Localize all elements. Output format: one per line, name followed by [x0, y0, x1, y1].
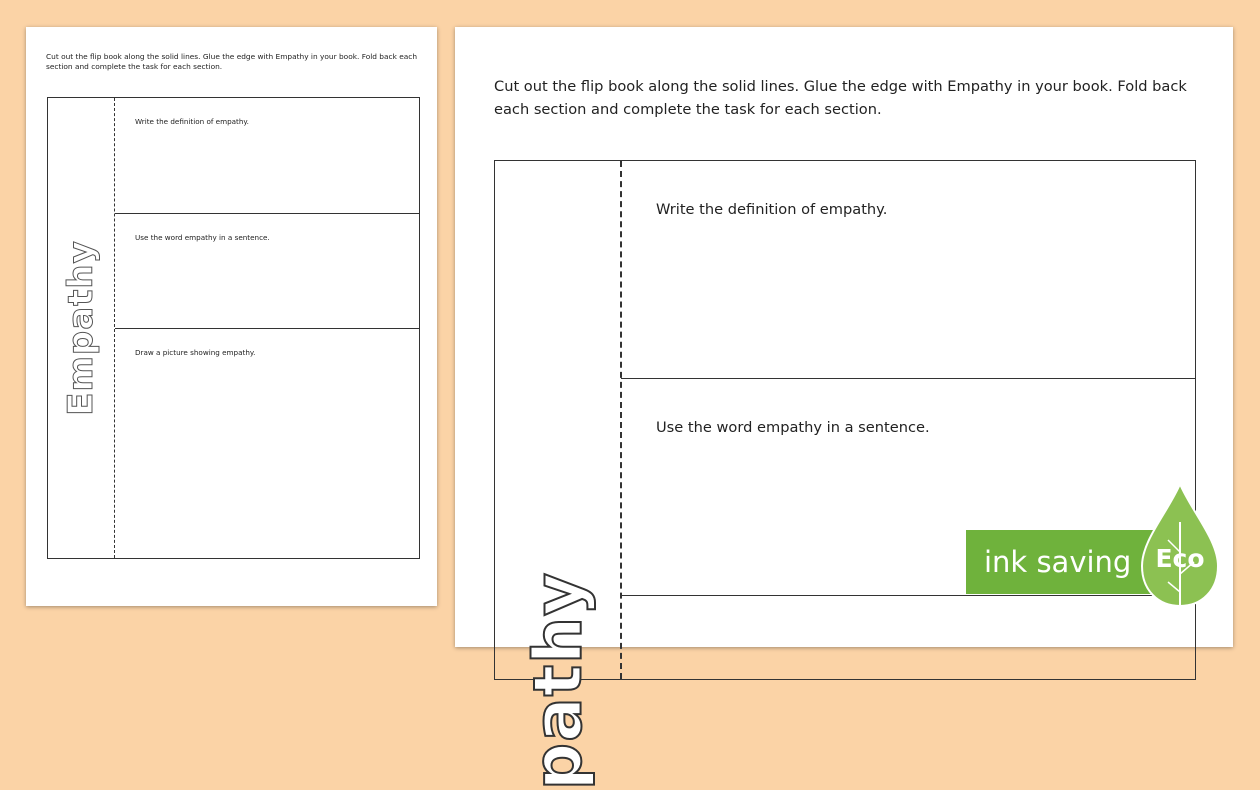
- spine-word: pathy: [519, 571, 596, 790]
- section-definition: [115, 98, 419, 213]
- ink-saving-banner: ink saving: [966, 530, 1166, 594]
- section-prompt: Use the word empathy in a sentence.: [656, 419, 930, 436]
- section-prompt: Use the word empathy in a sentence.: [135, 233, 270, 242]
- flip-book-spine: [495, 161, 622, 790]
- flip-book: [47, 97, 420, 559]
- worksheet-thumbnail: [26, 27, 437, 606]
- eco-label: Eco: [1155, 544, 1205, 573]
- instructions-text: Cut out the flip book along the solid lines. Glue the edge with Empathy in your book. Fold back each section and complete the task for each section.: [494, 78, 1187, 118]
- flip-book-spine: [48, 98, 115, 558]
- instructions-text: Cut out the flip book along the solid lines. Glue the edge with Empathy in your book. Fold back each section and complete the task for each section.: [46, 52, 418, 72]
- section-prompt: Write the definition of empathy.: [135, 117, 249, 126]
- ink-saving-badge: [966, 482, 1256, 617]
- section-prompt: Write the definition of empathy.: [656, 201, 888, 218]
- section-definition: [621, 161, 1195, 378]
- section-sentence: [115, 213, 419, 328]
- section-prompt: Draw a picture showing empathy.: [135, 348, 256, 357]
- section-picture: [115, 328, 419, 560]
- spine-word: Empathy: [61, 240, 101, 416]
